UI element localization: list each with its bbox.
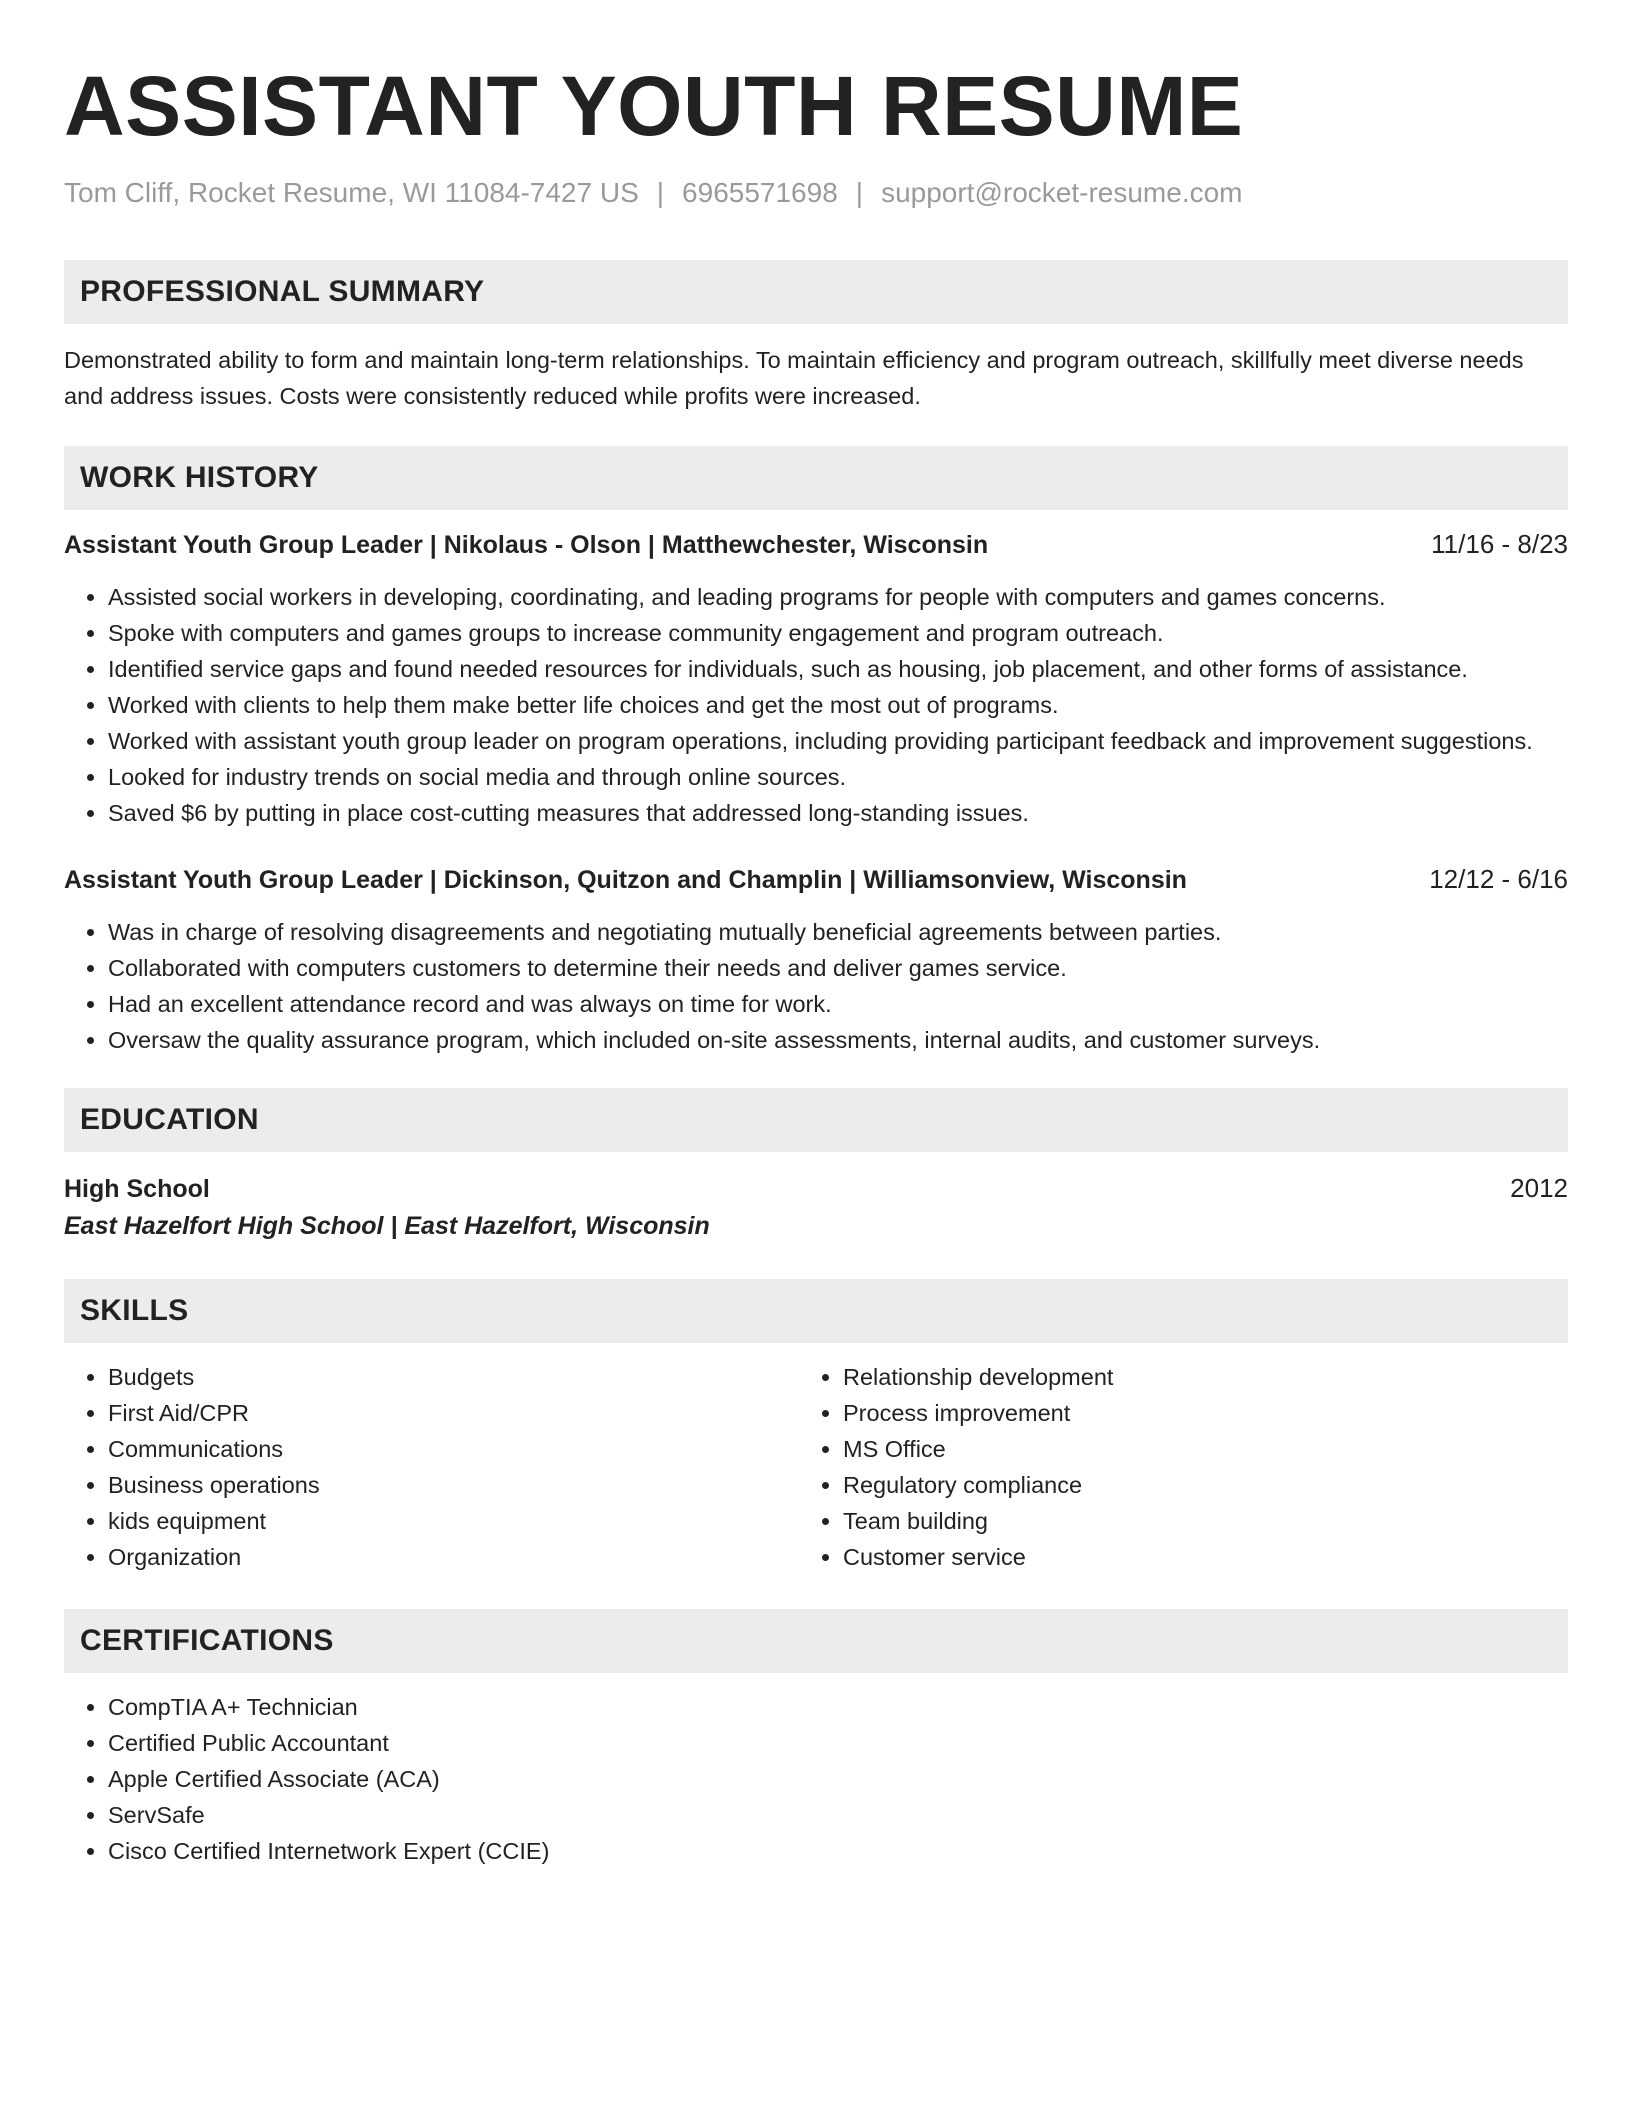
skill-item: • First Aid/CPR [108,1395,799,1431]
skills-column-right [799,1359,1534,1575]
job-title: Assistant Youth Group Leader | Nikolaus - Olson | Matthewchester, Wisconsin [64,531,989,559]
certification-item: • CompTIA A+ Technician [108,1689,1568,1725]
job-entry [64,861,1568,1058]
skill-item: • Team building [843,1503,1534,1539]
job-bullet: • Saved $6 by putting in place cost-cutting measures that addressed long-standing issues. [108,795,1568,831]
skill-item: • Process improvement [843,1395,1534,1431]
section-heading-skills: SKILLS [64,1279,1568,1343]
contact-address: Tom Cliff, Rocket Resume, WI 11084-7427 US [64,177,639,208]
certification-item: • ServSafe [108,1797,1568,1833]
certification-item: • Apple Certified Associate (ACA) [108,1761,1568,1797]
summary-text: Demonstrated ability to form and maintain long-term relationships. To maintain efficiency and program outreach, skillfully meet diverse needs and address issues. Costs were consistently reduced while profits were increased. [64,347,1524,409]
job-bullet: • Identified service gaps and found needed resources for individuals, such as housing, job placement, and other forms of assistance. [108,651,1568,687]
contact-separator: | [855,177,864,208]
skill-item: • MS Office [843,1431,1534,1467]
job-bullet: • Was in charge of resolving disagreements and negotiating mutually beneficial agreements between parties. [108,914,1568,950]
job-bullets [64,914,1568,1058]
job-bullet: • Collaborated with computers customers to determine their needs and deliver games service. [108,950,1568,986]
education-degree: High School [64,1175,210,1203]
contact-email: support@rocket-resume.com [881,177,1243,208]
certifications-list [64,1689,1568,1869]
job-bullet: • Oversaw the quality assurance program, which included on-site assessments, internal audits, and customer surveys. [108,1022,1568,1058]
section-heading-summary: PROFESSIONAL SUMMARY [64,260,1568,324]
job-bullets [64,579,1568,831]
skills-grid [64,1359,1568,1575]
certification-item: • Certified Public Accountant [108,1725,1568,1761]
contact-line [64,176,1568,210]
job-bullet: • Had an excellent attendance record and was always on time for work. [108,986,1568,1022]
job-dates: 11/16 - 8/23 [1431,529,1568,559]
certification-item: • Cisco Certified Internetwork Expert (CCIE) [108,1833,1568,1869]
job-bullet: • Worked with clients to help them make better life choices and get the most out of programs. [108,687,1568,723]
skill-item: • Budgets [108,1359,799,1395]
section-heading-education: EDUCATION [64,1088,1568,1152]
resume-title: ASSISTANT YOUTH RESUME [64,59,1244,153]
skill-item: • Organization [108,1539,799,1575]
skill-item: • Business operations [108,1467,799,1503]
job-bullet: • Worked with assistant youth group leader on program operations, including providing participant feedback and improvement suggestions. [108,723,1568,759]
job-dates: 12/12 - 6/16 [1429,864,1568,894]
job-bullet: • Looked for industry trends on social media and through online sources. [108,759,1568,795]
contact-phone: 6965571698 [682,177,838,208]
skill-item: • Customer service [843,1539,1534,1575]
skill-item: • Regulatory compliance [843,1467,1534,1503]
section-heading-work-history: WORK HISTORY [64,446,1568,510]
education-school: East Hazelfort High School | East Hazelfort, Wisconsin [64,1212,710,1240]
skill-item: • Relationship development [843,1359,1534,1395]
job-title: Assistant Youth Group Leader | Dickinson, Quitzon and Champlin | Williamsonview, Wisconsin [64,866,1187,894]
skills-column-left [64,1359,799,1575]
job-bullet: • Spoke with computers and games groups to increase community engagement and program outreach. [108,615,1568,651]
contact-separator: | [656,177,665,208]
skill-item: • kids equipment [108,1503,799,1539]
education-header [64,1170,1568,1207]
education-year: 2012 [1510,1173,1568,1203]
skill-item: • Communications [108,1431,799,1467]
job-bullet: • Assisted social workers in developing, coordinating, and leading programs for people with computers and games concerns. [108,579,1568,615]
job-header [64,861,1568,898]
job-entry [64,526,1568,831]
section-heading-certifications: CERTIFICATIONS [64,1609,1568,1673]
job-header [64,526,1568,563]
